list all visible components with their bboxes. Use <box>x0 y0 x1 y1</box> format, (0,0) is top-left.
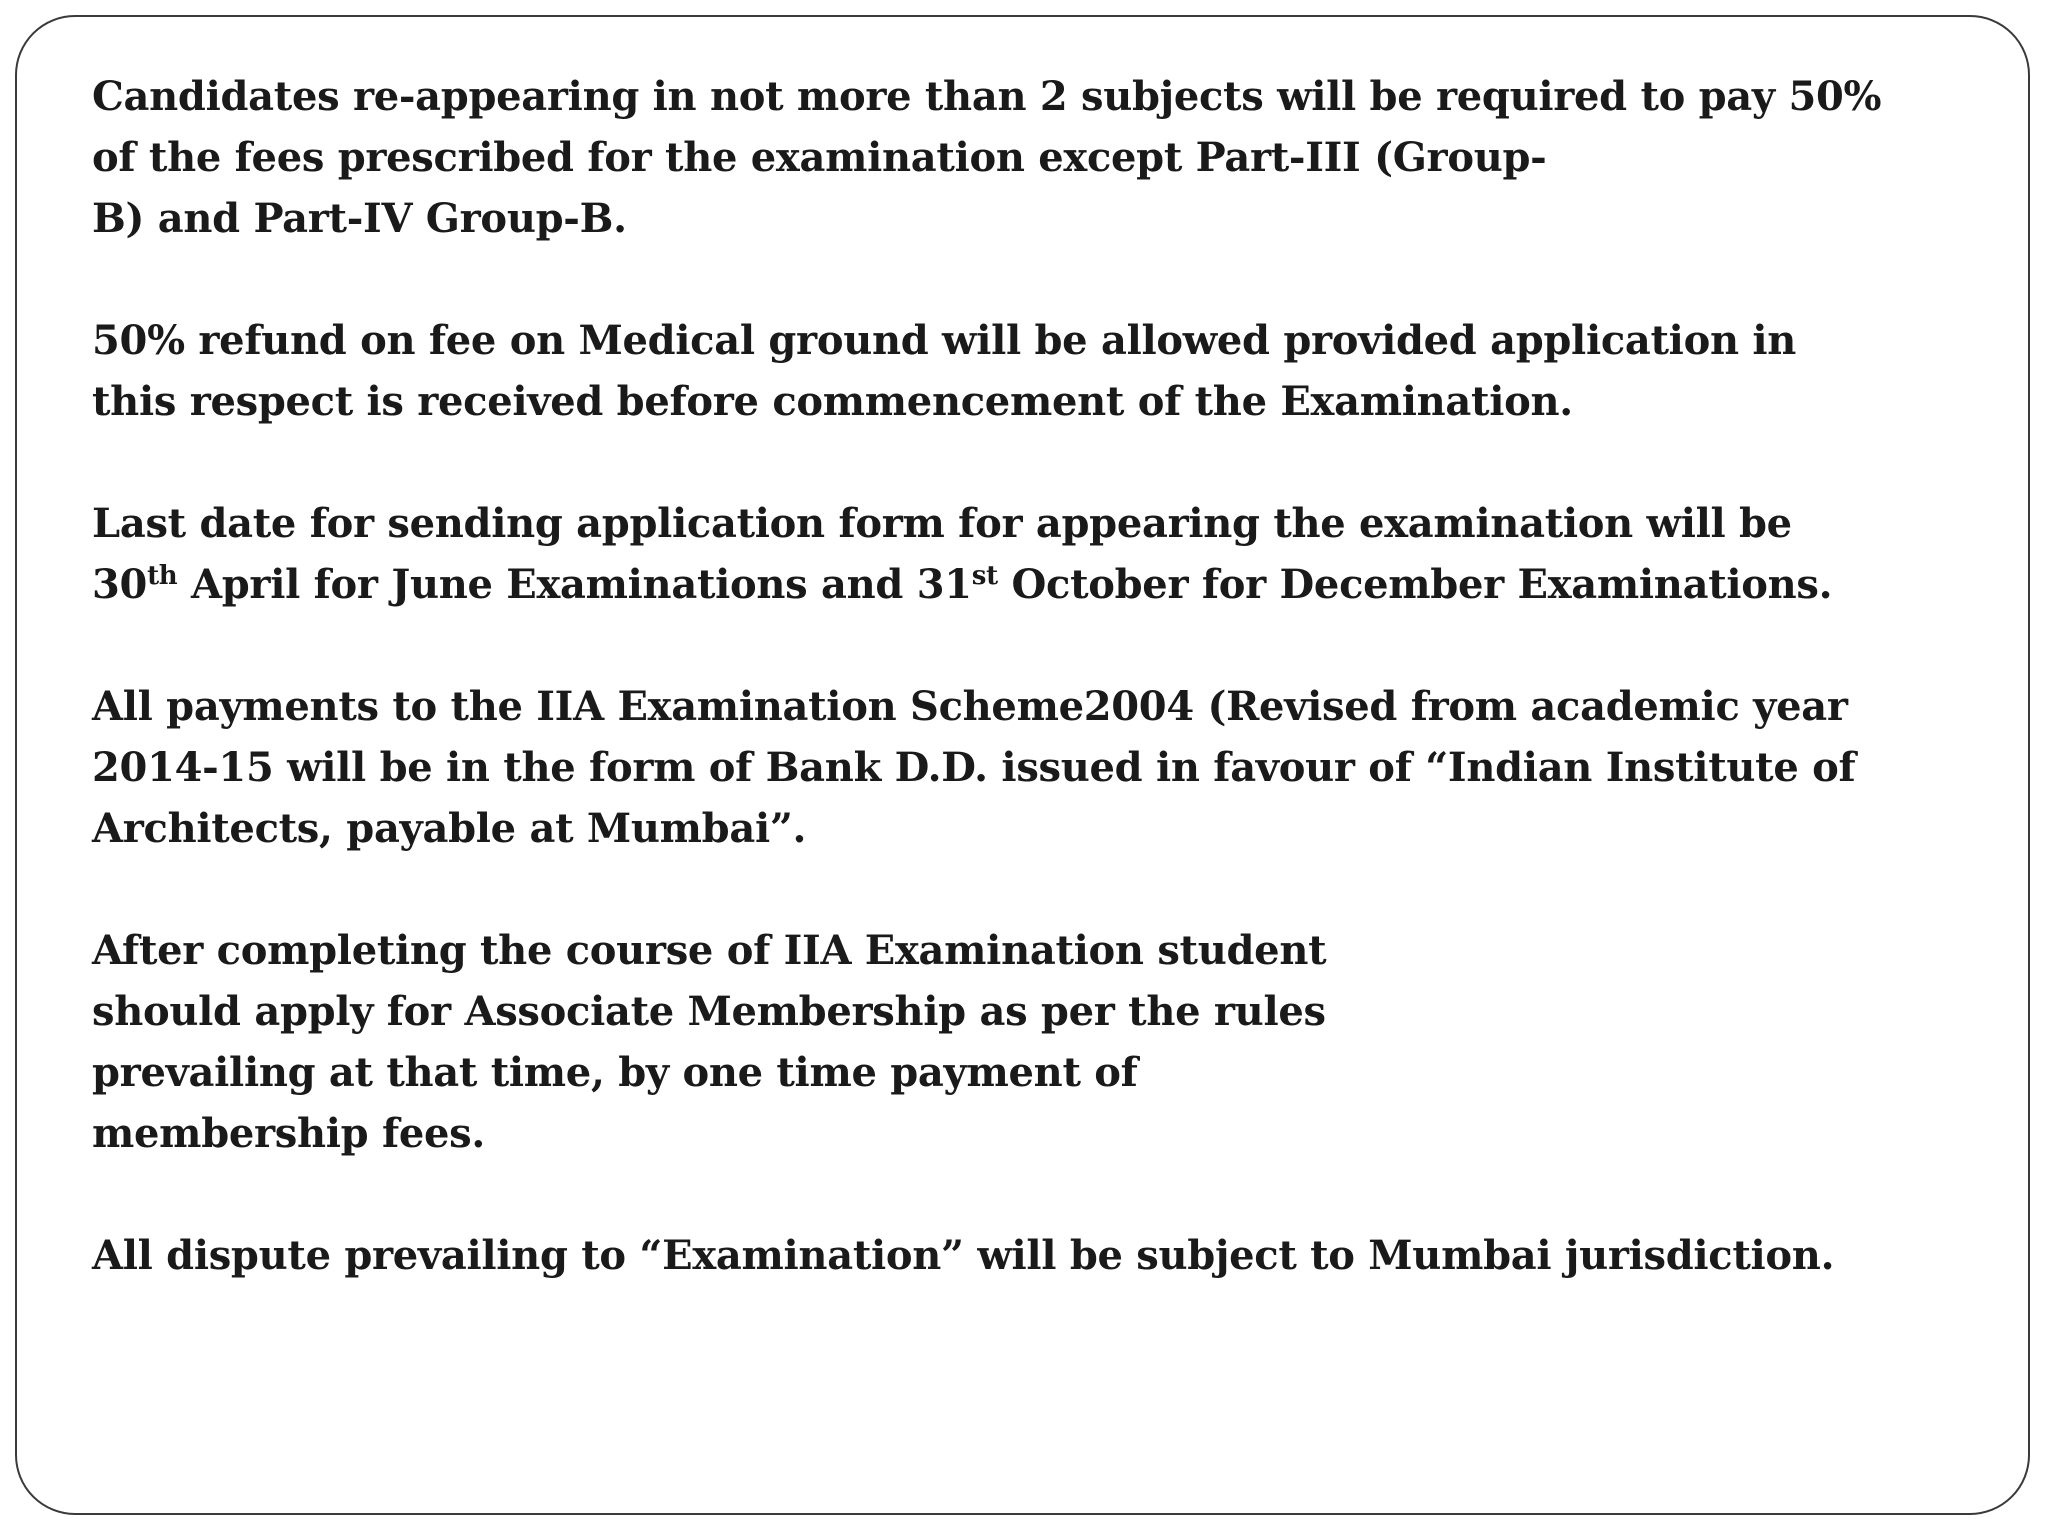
text-line: Candidates re-appearing in not more than 2 subjects will be required to pay 50% <box>92 73 1882 120</box>
text-line: membership fees. <box>92 1110 486 1157</box>
ordinal-suffix-th: th <box>147 561 178 591</box>
paragraph-medical-refund <box>92 310 1972 432</box>
text-line: All dispute prevailing to “Examination” will be subject to Mumbai jurisdiction. <box>92 1232 1835 1279</box>
slide-content <box>92 66 1972 1286</box>
date-text-middle: April for June Examinations and 31 <box>177 561 972 608</box>
paragraph-payments <box>92 676 1972 859</box>
text-line: Architects, payable at Mumbai”. <box>92 805 807 852</box>
date-text-end: October for December Examinations. <box>997 561 1833 608</box>
paragraph-membership <box>92 920 1972 1164</box>
paragraph-last-date <box>92 493 1972 615</box>
text-line: All payments to the IIA Examination Scheme2004 (Revised from academic year <box>92 683 1848 730</box>
paragraph-reappear-fees <box>92 66 1972 249</box>
text-line-dates <box>92 554 1972 615</box>
paragraph-jurisdiction <box>92 1225 1972 1286</box>
text-line: 2014-15 will be in the form of Bank D.D. issued in favour of “Indian Institute of <box>92 744 1856 791</box>
text-line: this respect is received before commencement of the Examination. <box>92 378 1573 425</box>
text-line: 50% refund on fee on Medical ground will be allowed provided application in <box>92 317 1797 364</box>
text-line: B) and Part-IV Group-B. <box>92 195 627 242</box>
text-line: prevailing at that time, by one time payment of <box>92 1049 1138 1096</box>
text-line: Last date for sending application form for appearing the examination will be <box>92 500 1792 547</box>
ordinal-suffix-st: st <box>971 561 998 591</box>
text-line: After completing the course of IIA Examination student <box>92 927 1327 974</box>
text-line: should apply for Associate Membership as per the rules <box>92 988 1326 1035</box>
text-line: of the fees prescribed for the examination except Part-III (Group- <box>92 134 1547 181</box>
date-number-june: 30 <box>92 561 148 608</box>
